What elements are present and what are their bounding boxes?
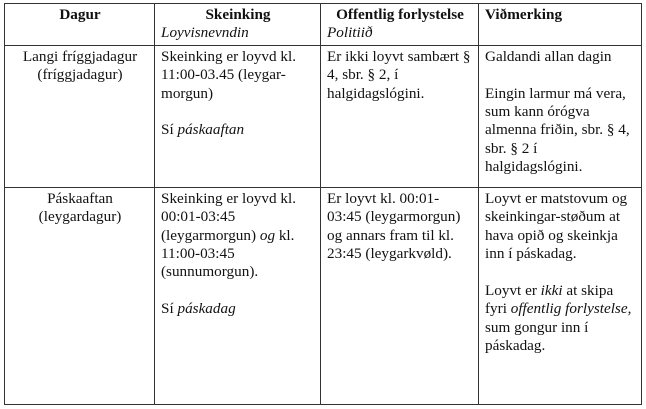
header-skeinking-sub: Loyvisnevndin xyxy=(161,24,249,42)
day-sub: (fríggjadagur) xyxy=(37,66,123,84)
offentlig-text: Er ikki loyvt sambært § 4, sbr. § 2, í halgidagslógini. xyxy=(327,47,471,102)
vidmerking-cell xyxy=(479,45,642,187)
table-row xyxy=(5,187,642,404)
vidmerking-p1: Loyvt er matstovum og skeinkingar-støðum at hava opið og skeinkja inn í páskadag. xyxy=(485,189,628,263)
skeinking-text: Skeinking er loyvd kl. 00:01-03:45 (leygarmorgun) og kl. 11:00-03:45 (sunnumorgun). xyxy=(161,189,296,281)
see-also: Sí páskaaftan xyxy=(161,121,245,139)
day-cell xyxy=(5,187,155,404)
header-offentlig-sub: Politiið xyxy=(327,24,373,42)
vidmerking-cell xyxy=(479,187,642,404)
vidmerking-p2: Eingin larmur má vera, sum kann órógva almenna friðin, sbr. § 4, sbr. § 2 í halgidagslógini. xyxy=(485,84,630,176)
offentlig-text: Er loyvt kl. 00:01-03:45 (leygarmorgun) og annars fram til kl. 23:45 (leygarkvøld). xyxy=(327,189,461,263)
header-dagur: Dagur xyxy=(5,4,155,46)
vidmerking-p2: Loyvt er ikki at skipa fyri offentlig forlystelse, sum gongur inn í páskadag. xyxy=(485,281,632,355)
table-row xyxy=(5,45,642,187)
vidmerking-p1: Galdandi allan dagin xyxy=(485,47,612,65)
offentlig-cell xyxy=(321,45,479,187)
day-cell xyxy=(5,45,155,187)
skeinking-cell xyxy=(155,187,321,404)
offentlig-cell xyxy=(321,187,479,404)
skeinking-text: Skeinking er loyvd kl. 11:00-03.45 (leygar-morgun) xyxy=(161,47,296,102)
see-also: Sí páskadag xyxy=(161,300,236,318)
header-skeinking: Skeinking Loyvisnevndin xyxy=(155,4,321,46)
schedule-table xyxy=(4,3,642,405)
day-name: Langi fríggjadagur xyxy=(22,47,138,65)
day-name: Páskaaftan xyxy=(47,189,113,207)
day-sub: (leygardagur) xyxy=(38,208,122,226)
header-row xyxy=(5,4,642,46)
skeinking-cell xyxy=(155,45,321,187)
header-vidmerking: Viðmerking xyxy=(479,4,642,46)
header-offentlig: Offentlig forlystelse Politiið xyxy=(321,4,479,46)
